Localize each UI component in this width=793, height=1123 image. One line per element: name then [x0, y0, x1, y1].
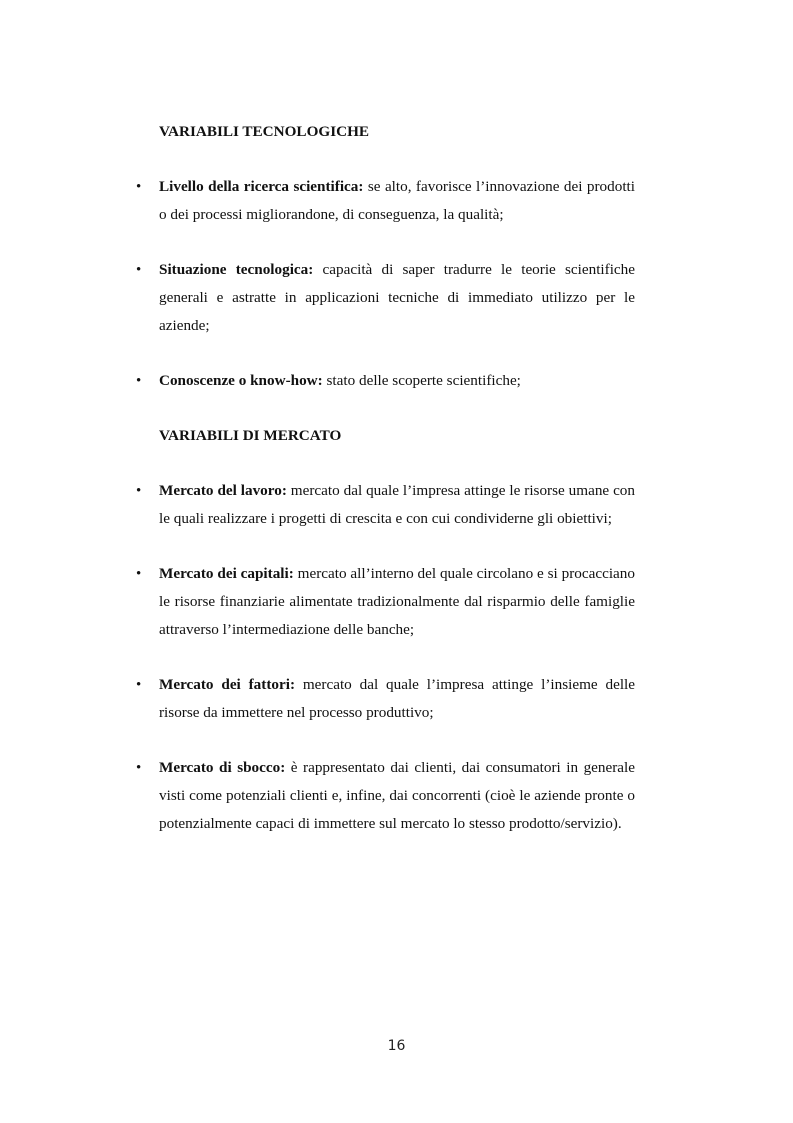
item-text: mercato dal quale l’impresa attinge le risorse umane con le quali realizzare i progetti di crescita e con cui condividerne gli obiettivi; — [159, 482, 635, 527]
item-term: Mercato dei fattori: — [159, 676, 296, 693]
bullet-icon: • — [136, 677, 142, 693]
list-item-mercato-lavoro — [136, 477, 635, 533]
item-text: mercato dal quale l’impresa attinge l’insieme delle risorse da immettere nel processo produttivo; — [159, 676, 635, 721]
item-text: stato delle scoperte scientifiche; — [322, 372, 521, 389]
section-heading-mercato: VARIABILI DI MERCATO — [159, 427, 342, 444]
list-item-know-how — [136, 367, 635, 395]
bullet-icon: • — [136, 373, 142, 389]
section-heading-tecnologiche: VARIABILI TECNOLOGICHE — [159, 123, 370, 140]
bullet-icon: • — [136, 566, 142, 582]
item-term: Mercato del lavoro: — [159, 482, 287, 499]
list-item-mercato-sbocco — [136, 754, 635, 838]
item-term: Mercato di sbocco: — [159, 759, 286, 776]
list-item-mercato-capitali — [136, 560, 635, 644]
bullet-icon: • — [136, 483, 142, 499]
bullet-icon: • — [136, 179, 142, 195]
item-term: Conoscenze o know-how: — [159, 372, 323, 389]
item-text: è rappresentato dai clienti, dai consumatori in generale visti come potenziali clienti e, infine, dai concorrenti (cioè le aziende pronte o potenzialmente capaci di immettere sul mercato lo stesso prodotto/servizio). — [159, 759, 635, 832]
page-content — [136, 118, 636, 838]
page-number: 16 — [387, 1038, 406, 1054]
item-text: se alto, favorisce l’innovazione dei prodotti o dei processi migliorandone, di conseguenza, la qualità; — [159, 178, 635, 223]
item-term: Mercato dei capitali: — [159, 565, 294, 582]
bullet-icon: • — [136, 760, 142, 776]
item-term: Livello della ricerca scientifica: — [159, 178, 364, 195]
item-term: Situazione tecnologica: — [159, 261, 314, 278]
item-text: capacità di saper tradurre le teorie scientifiche generali e astratte in applicazioni tecniche di immediato utilizzo per le aziende; — [159, 261, 636, 334]
list-item-situazione-tecnologica — [136, 256, 636, 340]
list-item-mercato-fattori — [136, 671, 635, 727]
bullet-icon: • — [136, 262, 142, 278]
list-item-ricerca-scientifica — [136, 173, 635, 229]
item-text: mercato all’interno del quale circolano e si procacciano le risorse finanziarie alimentate tradizionalmente dal risparmio delle famiglie attraverso l’intermediazione delle banche; — [159, 565, 635, 638]
